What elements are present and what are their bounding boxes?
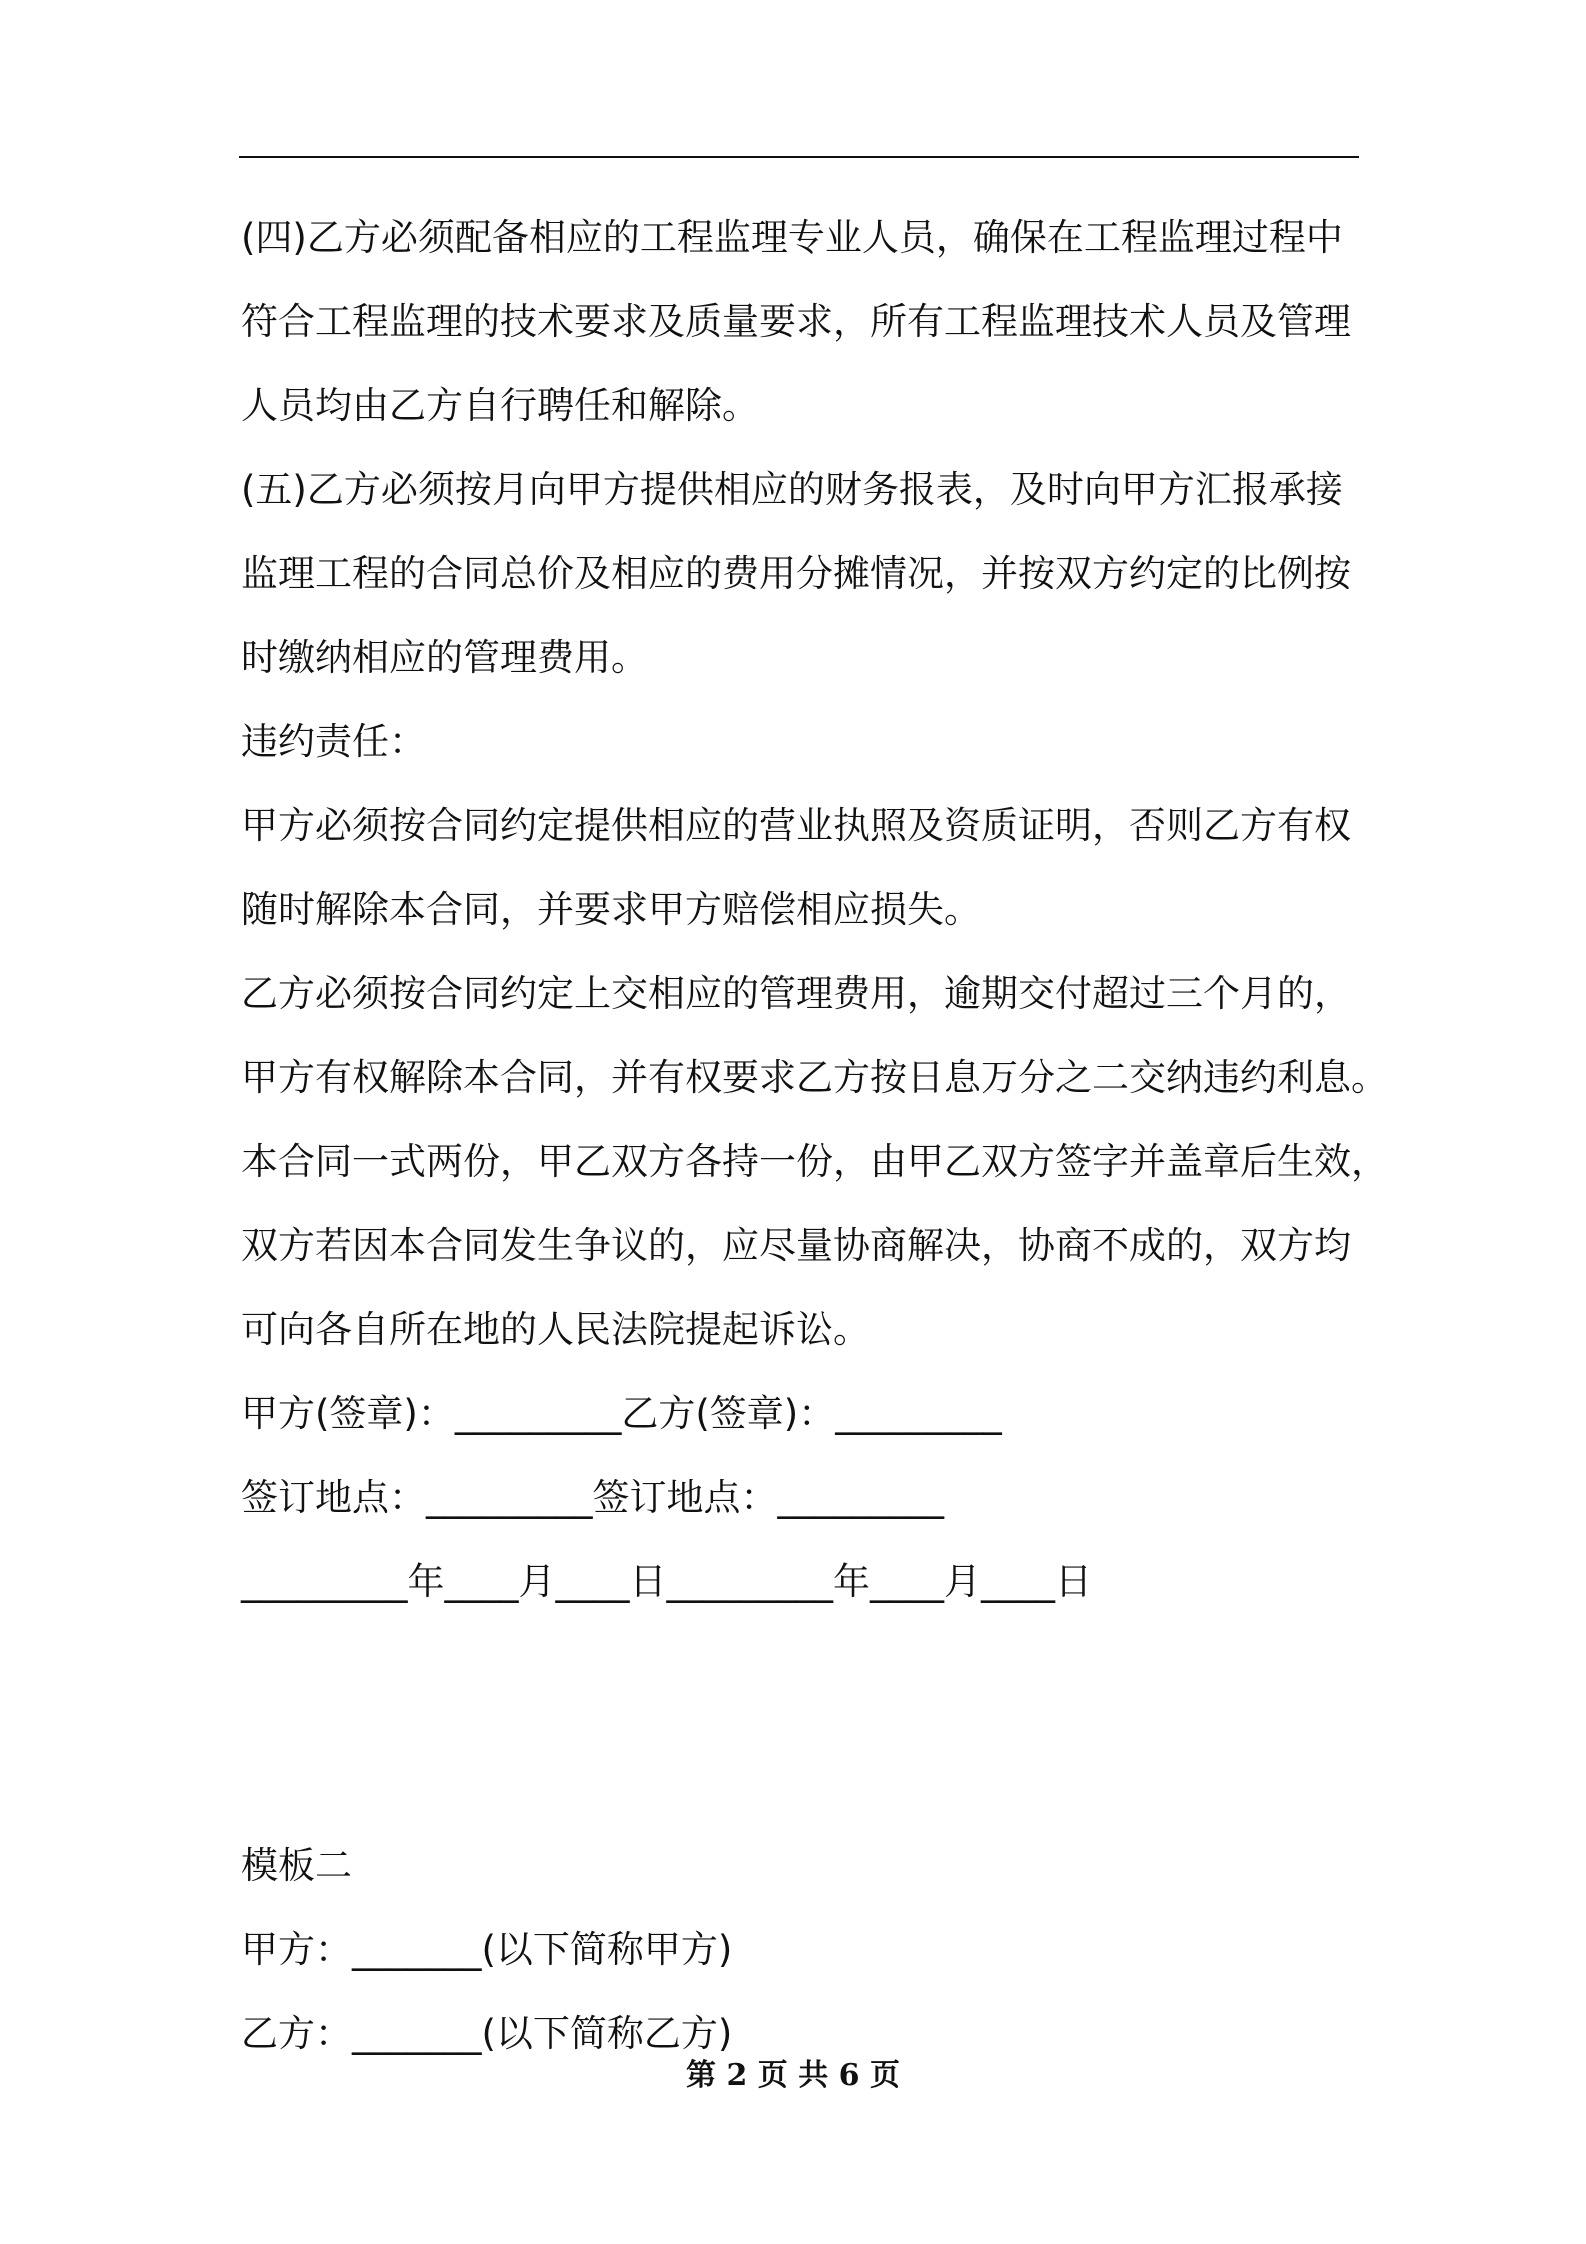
document-body: [241, 196, 1388, 2076]
paragraph-line: (四)乙方必须配备相应的工程监理专业人员，确保在工程监理过程中: [241, 216, 1343, 259]
paragraph-line: 可向各自所在地的人民法院提起诉讼。: [241, 1308, 870, 1351]
spacer: [241, 1624, 1376, 1824]
party-a-line: 甲方：_______(以下简称甲方): [241, 1928, 733, 1971]
template-heading: 模板二: [241, 1844, 352, 1887]
signature-line: 甲方(签章)：_________乙方(签章)：_________: [241, 1392, 1002, 1435]
header-rule: [239, 156, 1359, 158]
date-line: _________年____月____日_________年____月____日: [241, 1560, 1092, 1603]
paragraph-line: 随时解除本合同，并要求甲方赔偿相应损失。: [241, 888, 981, 931]
signing-place-line: 签订地点：_________签订地点：_________: [241, 1476, 944, 1519]
paragraph-line: 监理工程的合同总价及相应的费用分摊情况，并按双方约定的比例按: [241, 552, 1351, 595]
paragraph-line: 时缴纳相应的管理费用。: [241, 636, 648, 679]
paragraph-line: 甲方必须按合同约定提供相应的营业执照及资质证明，否则乙方有权: [241, 804, 1351, 847]
paragraph-line: 双方若因本合同发生争议的，应尽量协商解决，协商不成的，双方均: [241, 1224, 1351, 1267]
paragraph-line: 符合工程监理的技术要求及质量要求，所有工程监理技术人员及管理: [241, 300, 1351, 343]
section-heading: 违约责任：: [241, 720, 426, 763]
party-b-line: 乙方：_______(以下简称乙方): [241, 2012, 733, 2055]
paragraph-line: (五)乙方必须按月向甲方提供相应的财务报表，及时向甲方汇报承接: [241, 468, 1343, 511]
paragraph-line: 乙方必须按合同约定上交相应的管理费用，逾期交付超过三个月的，: [241, 972, 1351, 1015]
paragraph-line: 人员均由乙方自行聘任和解除。: [241, 384, 759, 427]
page-number: 第 2 页 共 6 页: [686, 2058, 900, 2093]
paragraph-line: 本合同一式两份，甲乙双方各持一份，由甲乙双方签字并盖章后生效，: [241, 1140, 1388, 1183]
paragraph-line: 甲方有权解除本合同，并有权要求乙方按日息万分之二交纳违约利息。: [241, 1056, 1388, 1099]
